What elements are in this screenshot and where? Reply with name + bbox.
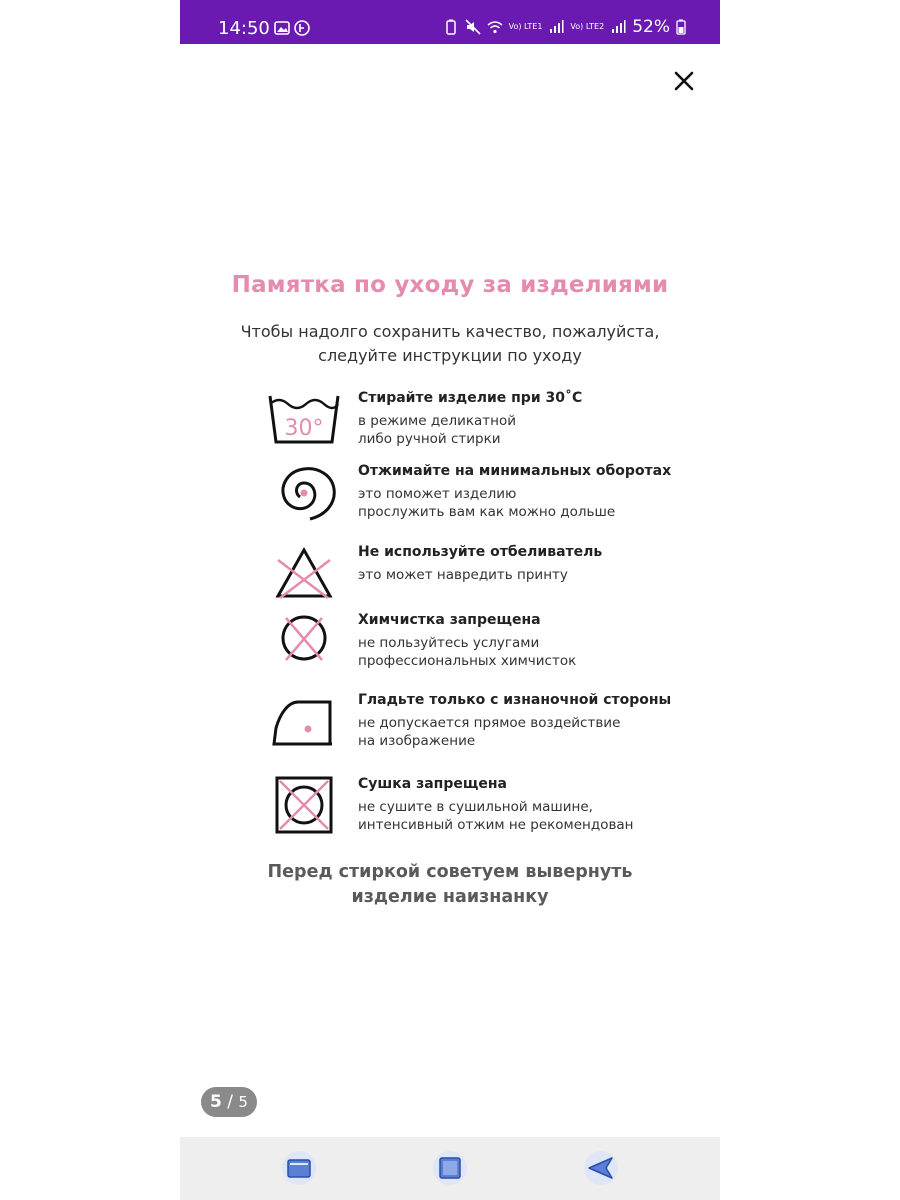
rule-heading: Химчистка запрещена: [358, 612, 541, 628]
care-rule-spin: [180, 463, 720, 533]
subtitle: [220, 320, 680, 368]
rule-description: [358, 798, 634, 834]
no-bleach-icon: [266, 544, 342, 608]
rule-desc-line-1: в режиме деликатной: [358, 413, 517, 429]
rule-description: [358, 412, 516, 448]
rule-desc-line-2: прослужить вам как можно дольше: [358, 504, 616, 520]
sim2-label: Vo) LTE2: [570, 22, 605, 31]
status-right: [443, 17, 686, 37]
care-rule-no-dry-clean: [180, 612, 720, 682]
rule-description: [358, 714, 620, 750]
footer-line-2: изделие наизнанку: [351, 887, 549, 907]
wifi-icon: [487, 19, 503, 35]
page-separator: /: [221, 1092, 239, 1112]
gallery-icon: [274, 20, 290, 36]
back-icon[interactable]: [582, 1149, 620, 1187]
status-notification-icons: [274, 20, 310, 36]
app-notification-icon: [294, 20, 310, 36]
rule-desc-line-1: не пользуйтесь услугами: [358, 635, 540, 651]
care-rule-no-bleach: [180, 544, 720, 614]
no-dry-clean-icon: [266, 612, 342, 676]
rule-desc-line-2: профессиональных химчисток: [358, 653, 577, 669]
page-indicator: [201, 1087, 257, 1117]
rule-desc-line-1: не допускается прямое воздействие: [358, 715, 621, 731]
rule-desc-line-1: не сушите в сушильной машине,: [358, 799, 593, 815]
rule-heading: Отжимайте на минимальных оборотах: [358, 463, 672, 479]
care-rule-iron: [180, 692, 720, 762]
status-time: 14:50: [218, 18, 270, 39]
wash-temp-label: 30°: [284, 416, 324, 441]
battery-icon: [676, 19, 686, 35]
rule-heading: Сушка запрещена: [358, 776, 507, 792]
page-current: 5: [210, 1092, 222, 1112]
footer-line-1: Перед стиркой советуем вывернуть: [267, 862, 633, 882]
rule-desc-line-2: на изображение: [358, 733, 476, 749]
rule-heading: Не используйте отбеливатель: [358, 544, 603, 560]
battery-saver-icon: [443, 19, 459, 35]
rule-desc-line-1: это поможет изделию: [358, 486, 517, 502]
mute-icon: [465, 19, 481, 35]
home-icon[interactable]: [431, 1149, 469, 1187]
subtitle-line-1: Чтобы надолго сохранить качество, пожалуйста,: [240, 322, 660, 341]
no-tumble-dry-icon: [266, 776, 342, 840]
rule-description: [358, 566, 568, 584]
sim1-label: Vo) LTE1: [508, 22, 543, 31]
recent-apps-icon[interactable]: [280, 1149, 318, 1187]
navigation-bar: [180, 1137, 720, 1200]
rule-desc-line-2: интенсивный отжим не рекомендован: [358, 817, 634, 833]
rule-desc-line-1: это может навредить принту: [358, 567, 568, 583]
rule-description: [358, 485, 615, 521]
status-bar: [180, 0, 720, 44]
signal-icon-2: [610, 19, 626, 35]
page-total: 5: [238, 1093, 248, 1111]
care-rule-wash: [180, 390, 720, 460]
footer-advice: [240, 860, 660, 910]
page-title: Памятка по уходу за изделиями: [231, 272, 669, 298]
spin-icon: [266, 463, 342, 527]
signal-icon-1: [548, 19, 564, 35]
rule-heading: Стирайте изделие при 30˚С: [358, 390, 583, 406]
iron-icon: [266, 692, 342, 756]
rule-desc-line-2: либо ручной стирки: [358, 431, 501, 447]
phone-screen: [180, 0, 720, 1200]
rule-heading: Гладьте только с изнаночной стороны: [358, 692, 672, 708]
close-icon[interactable]: [667, 64, 701, 98]
wash-30-icon: [266, 390, 342, 454]
subtitle-line-2: следуйте инструкции по уходу: [318, 346, 582, 365]
battery-percent: 52%: [632, 17, 670, 37]
care-rule-no-tumble-dry: [180, 776, 720, 846]
rule-description: [358, 634, 576, 670]
